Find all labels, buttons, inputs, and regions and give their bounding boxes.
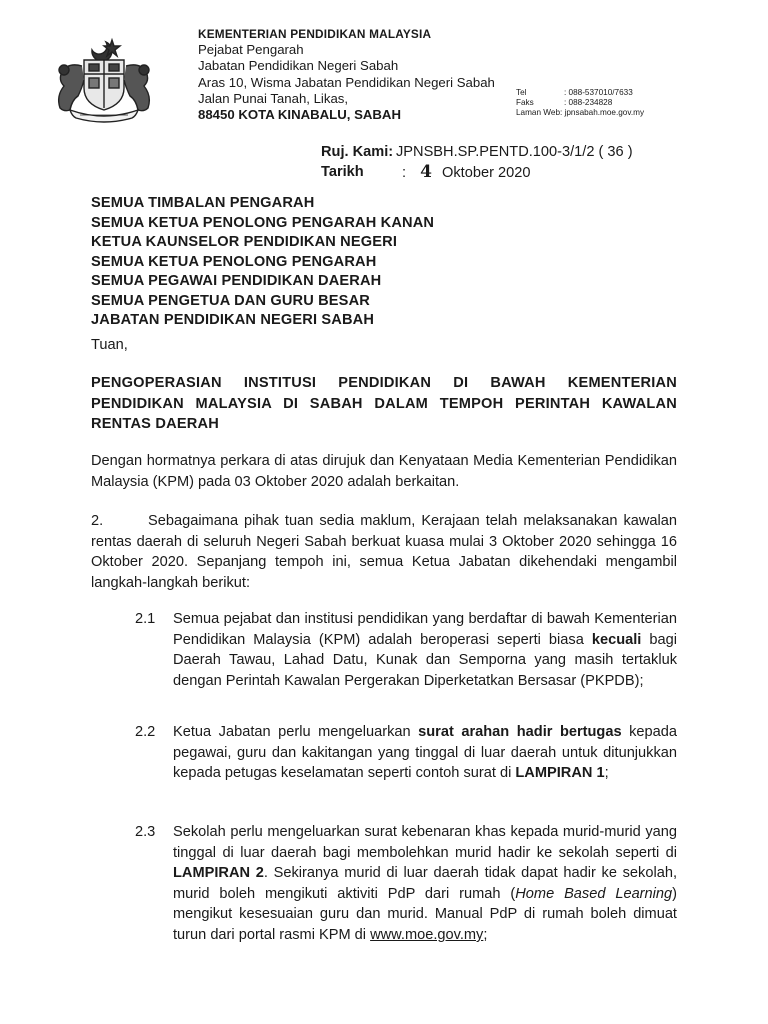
- office-name: Pejabat Pengarah: [198, 42, 304, 58]
- item-text: Sekolah perlu mengeluarkan surat kebenaran khas kepada murid-murid yang tinggal di luar daerah bagi membolehkan murid hadir ke sekolah seperti di: [173, 824, 677, 861]
- item-text: Ketua Jabatan perlu mengeluarkan: [173, 724, 419, 740]
- website: Laman Web: jpnsabah.moe.gov.my: [516, 108, 645, 118]
- list-item-2-2: [135, 722, 677, 784]
- ruj-value: JPNSBH.SP.PENTD.100-3/1/2 ( 36 ): [396, 144, 633, 160]
- item-text: ;: [483, 926, 488, 943]
- item-text: Semua pejabat dan institusi pendidikan yang berdaftar di bawah Kementerian Pendidikan Malaysia (KPM) adalah beroperasi seperti biasa: [173, 611, 677, 648]
- salutation: Tuan,: [91, 337, 128, 353]
- address-line-2: Jalan Punai Tanah, Likas,: [198, 90, 349, 106]
- date-separator: :: [402, 165, 407, 181]
- item-text: bagi Daerah Tawau, Lahad Datu, Kunak dan Semporna yang masih tertakluk dengan Perintah Kawalan Pergerakan Diperketatkan Bersasar (PKPDB);: [173, 631, 677, 689]
- item-emphasis: kecuali: [591, 631, 642, 648]
- recipient-line: JABATAN PENDIDIKAN NEGERI SABAH: [91, 312, 375, 328]
- paragraph-1: Dengan hormatnya perkara di atas dirujuk dan Kenyataan Media Kementerian Pendidikan Malaysia (KPM) pada 03 Oktober 2020 adalah berkaitan.: [91, 453, 677, 490]
- recipient-line: SEMUA TIMBALAN PENGARAH: [91, 195, 315, 211]
- handwritten-day: 4: [420, 162, 432, 182]
- moe-portal-link[interactable]: www.moe.gov.my: [370, 926, 484, 943]
- address-line-1: Aras 10, Wisma Jabatan Pendidikan Negeri Sabah: [198, 74, 495, 90]
- recipient-line: SEMUA KETUA PENOLONG PENGARAH KANAN: [91, 214, 435, 231]
- coat-of-arms-icon: [40, 36, 168, 124]
- ruj-label: Ruj. Kami:: [321, 144, 394, 160]
- item-text: ;: [604, 765, 609, 782]
- attachment-ref: LAMPIRAN 2: [173, 865, 264, 882]
- item-number: 2.3: [135, 824, 156, 840]
- fax-value: : 088-234828: [564, 98, 613, 108]
- recipient-line: SEMUA PEGAWAI PENDIDIKAN DAERAH: [91, 273, 382, 289]
- department-name: Jabatan Pendidikan Negeri Sabah: [198, 58, 399, 74]
- recipients-list: [91, 194, 434, 331]
- recipient-line: KETUA KAUNSELOR PENDIDIKAN NEGERI: [91, 234, 398, 250]
- list-item-2-3: [135, 822, 677, 946]
- item-text: . Sekiranya murid di luar daerah tidak dapat hadir ke sekolah, murid boleh mengikuti aktiviti PdP dari rumah (: [173, 865, 677, 902]
- attachment-ref: LAMPIRAN 1: [515, 765, 605, 782]
- subject-heading: PENGOPERASIAN INSTITUSI PENDIDIKAN DI BAWAH KEMENTERIAN PENDIDIKAN MALAYSIA DI SABAH DALAM TEMPOH PERINTAH KAWALAN RENTAS DAERAH: [91, 375, 677, 432]
- item-number: 2.2: [135, 724, 156, 740]
- reference-block: [321, 142, 633, 183]
- paragraph-number: 2.: [91, 513, 104, 529]
- contact-block: [516, 88, 716, 119]
- recipient-line: SEMUA PENGETUA DAN GURU BESAR: [91, 292, 370, 309]
- tel-value: : 088-537010/7633: [564, 88, 633, 97]
- date-month-year: Oktober 2020: [442, 165, 531, 181]
- address-line-3: 88450 KOTA KINABALU, SABAH: [198, 107, 401, 123]
- item-italic: Home Based Learning: [515, 885, 673, 902]
- ministry-name: KEMENTERIAN PENDIDIKAN MALAYSIA: [198, 27, 432, 41]
- tel-label: Tel: [516, 88, 527, 97]
- date-label: Tarikh: [321, 164, 364, 180]
- item-number: 2.1: [135, 611, 156, 627]
- list-item-2-1: [135, 609, 677, 691]
- item-emphasis: surat arahan hadir bertugas: [418, 724, 622, 740]
- letterhead: [198, 26, 538, 123]
- item-text: kepada pegawai, guru dan kakitangan yang tinggal di luar daerah untuk ditunjukkan kepada petugas keselamatan seperti contoh surat di: [173, 724, 678, 782]
- paragraph-2-text: Sebagaimana pihak tuan sedia maklum, Kerajaan telah melaksanakan kawalan rentas daerah di seluruh Negeri Sabah berkuat kuasa mulai 3 Oktober 2020 sehingga 16 Oktober 2020. Sepanjang tempoh ini, semua Ketua Jabatan dikehendaki mengambil langkah-langkah berikut:: [91, 513, 677, 591]
- recipient-line: SEMUA KETUA PENOLONG PENGARAH: [91, 253, 377, 270]
- fax-label: Faks: [516, 98, 534, 108]
- item-text: ) mengikut kesesuaian guru dan murid. Manual PdP di rumah boleh dimuat turun dari portal rasmi KPM di: [173, 885, 678, 943]
- paragraph-2: [91, 511, 677, 593]
